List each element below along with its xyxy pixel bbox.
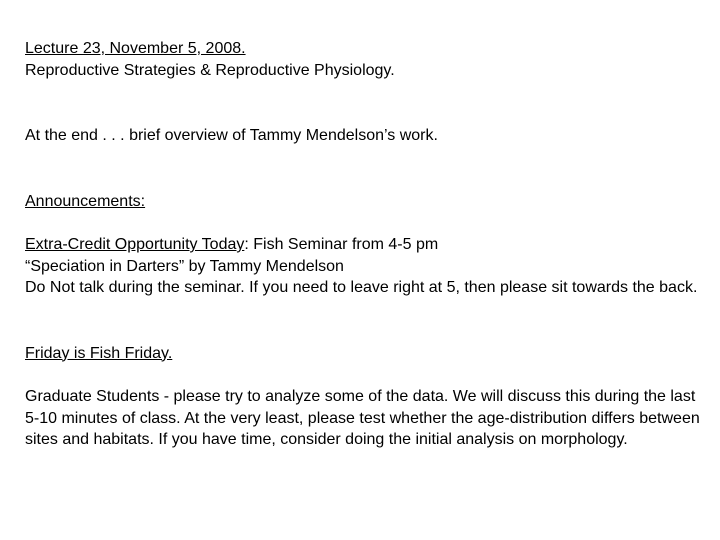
extra-credit-block <box>25 234 705 299</box>
extra-credit-text: : Fish Seminar from 4-5 pm <box>244 236 439 253</box>
lecture-title: Lecture 23, November 5, 2008. <box>25 40 246 57</box>
fish-friday-text: Friday is Fish Friday. <box>25 344 173 362</box>
overview-text: At the end . . . brief overview of Tammy Mendelson’s work. <box>25 127 438 144</box>
lecture-subtitle: Reproductive Strategies & Reproductive Physiology. <box>25 61 395 79</box>
grad-students-text: Graduate Students - please try to analyze some of the data. We will discuss this during the last 5-10 minutes of class. At the very least, please test whether the age-distribution differs between sites and habitats. If you have time, consider doing the initial analysis on morphology. <box>25 388 700 448</box>
extra-credit-label: Extra-Credit Opportunity Today <box>25 236 245 253</box>
seminar-note: Do Not talk during the seminar. If you need to leave right at 5, then please sit towards the back. <box>25 279 698 296</box>
announcements-heading: Announcements: <box>25 192 146 210</box>
extra-credit-line <box>25 234 705 256</box>
slide-content <box>25 38 705 451</box>
seminar-talk-title: “Speciation in Darters” by Tammy Mendelson <box>25 257 344 275</box>
